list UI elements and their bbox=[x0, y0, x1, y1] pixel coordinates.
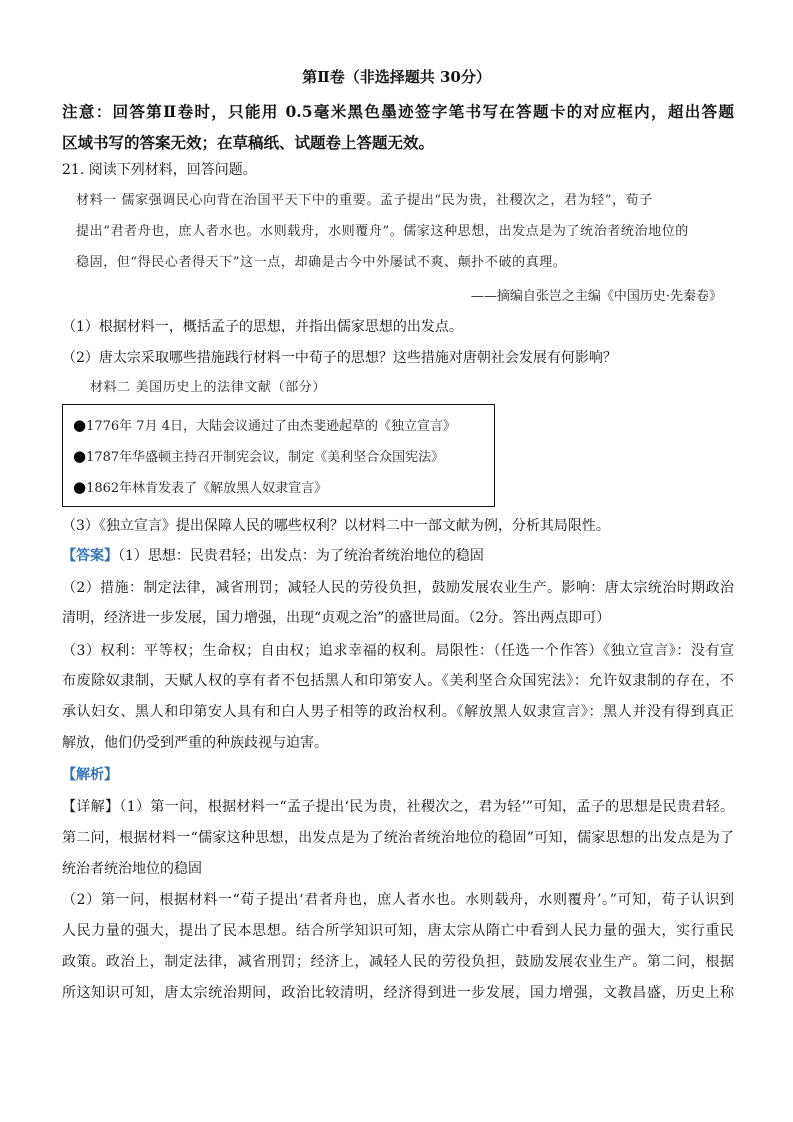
answer-2-line-2: 清明，经济进一步发展，国力增强，出现“贞观之治”的盛世局面。（2分。答出两点即可） bbox=[62, 610, 611, 626]
question-stem: 21. 阅读下列材料，回答问题。 bbox=[62, 162, 257, 178]
detail-tag: 【详解】 bbox=[62, 799, 120, 815]
answer-3-line-4: 解放，他们仍受到严重的种族歧视与迫害。 bbox=[62, 735, 328, 751]
notice-line-1: 注意：回答第Ⅱ卷时，只能用 0.5毫米黑色墨迹签字笔书写在答题卡的对应框内，超出答题 bbox=[62, 102, 734, 121]
analysis-tag: 【解析】 bbox=[62, 767, 118, 783]
analysis-1-line-1: 【详解】（1）第一问，根据材料一“孟子提出‘民为贵，社稷次之，君为轻’”可知，孟子的思想是民贵君轻。 bbox=[62, 799, 734, 815]
material2-item: ●1787年华盛顿主持召开制宪会议，制定《美利坚合众国宪法》 bbox=[73, 447, 445, 465]
answer-tag: 【答案】 bbox=[62, 548, 118, 564]
section-title: 第Ⅱ卷（非选择题共 30分） bbox=[302, 68, 491, 86]
bullet-icon: ● bbox=[73, 447, 87, 465]
material1-source: ——摘编自张岂之主编《中国历史·先秦卷》 bbox=[470, 289, 722, 304]
material1-line-1: 材料一 儒家强调民心向背在治国平天下中的重要。孟子提出“民为贵，社稷次之，君为轻”，荀子 bbox=[76, 193, 653, 208]
question-1: （1）根据材料一，概括孟子的思想，并指出儒家思想的出发点。 bbox=[62, 319, 463, 335]
answer-3-line-1: （3）权利：平等权；生命权；自由权；追求幸福的权利。局限性：（任选一个作答）《独立宣言》：没有宣 bbox=[62, 643, 734, 659]
material2-item: ●1862年林肯发表了《解放黑人奴隶宣言》 bbox=[73, 478, 328, 496]
answer-2-line-1: （2）措施：制定法律，减省刑罚；减轻人民的劳役负担，鼓励发展农业生产。影响：唐太宗统治时期政治 bbox=[62, 580, 734, 596]
answer-1: 【答案】（1）思想：民贵君轻；出发点：为了统治者统治地位的稳固 bbox=[62, 548, 484, 564]
analysis-2-line-3: 政策。政治上，制定法律，减省刑罚；经济上，减轻人民的劳役负担，鼓励发展农业生产。第二问，根据 bbox=[62, 954, 734, 970]
analysis-1-line-3: 统治者统治地位的稳固 bbox=[62, 861, 202, 877]
question-3: （3）《独立宣言》提出保障人民的哪些权利？以材料二中一部文献为例，分析其局限性。 bbox=[62, 518, 610, 534]
bullet-icon: ● bbox=[73, 416, 87, 434]
exam-notice bbox=[62, 96, 734, 158]
material1-line-3: 稳固，但“得民心者得天下”这一点，却确是古今中外屡试不爽、颠扑不破的真理。 bbox=[76, 255, 567, 270]
analysis-2-line-4: 所这知识可知，唐太宗统治期间，政治比较清明，经济得到进一步发展，国力增强，文教昌盛，历史上称 bbox=[62, 985, 734, 1001]
material1-line-2: 提出“君者舟也，庶人者水也。水则载舟，水则覆舟”。儒家这种思想，出发点是为了统治者统治地位的 bbox=[76, 224, 689, 239]
analysis-1-line-2: 第二问，根据材料一“儒家这种思想，出发点是为了统治者统治地位的稳固”可知，儒家思想的出发点是为了 bbox=[62, 830, 734, 846]
analysis-2-line-1: （2）第一问，根据材料一“荀子提出‘君者舟也，庶人者水也。水则载舟，水则覆舟’。”可知，荀子认识到 bbox=[62, 892, 734, 908]
question-2: （2）唐太宗采取哪些措施践行材料一中荀子的思想？这些措施对唐朝社会发展有何影响？ bbox=[62, 350, 617, 366]
material2-box bbox=[62, 404, 495, 507]
answer-3-line-3: 承认妇女、黑人和印第安人具有和白人男子相等的政治权利。《解放黑人奴隶宣言》：黑人并没有得到真正 bbox=[62, 704, 734, 720]
notice-line-2: 区域书写的答案无效；在草稿纸、试题卷上答题无效。 bbox=[62, 133, 435, 152]
answer-3-line-2: 布废除奴隶制，天赋人权的享有者不包括黑人和印第安人。《美利坚合众国宪法》：允许奴隶制的存在，不 bbox=[62, 673, 734, 689]
bullet-icon: ● bbox=[73, 478, 87, 496]
material2-item: ●1776年 7月 4日，大陆会议通过了由杰斐逊起草的《独立宣言》 bbox=[73, 416, 456, 434]
material2-title: 材料二 美国历史上的法律文献（部分） bbox=[90, 380, 326, 395]
analysis-2-line-2: 人民力量的强大，提出了民本思想。结合所学知识可知，唐太宗从隋亡中看到人民力量的强大，实行重民 bbox=[62, 923, 734, 939]
